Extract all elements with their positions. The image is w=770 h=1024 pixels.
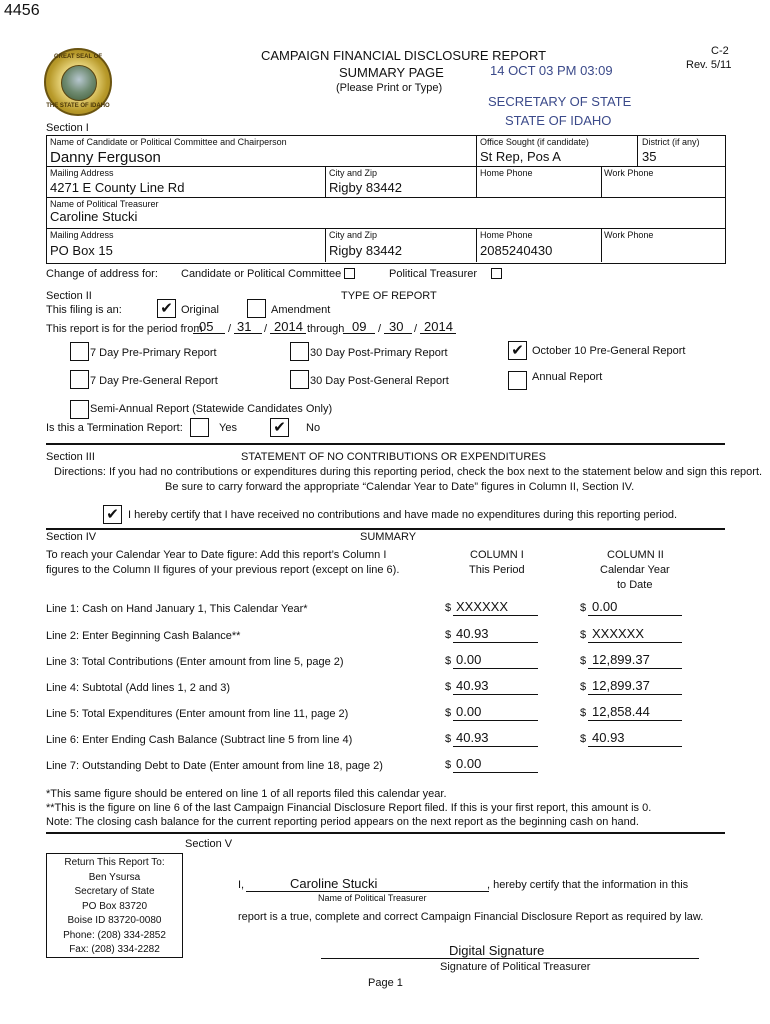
divider <box>46 443 725 445</box>
treasurer-city-field[interactable]: Rigby 83442 <box>329 243 402 258</box>
dollar-sign: $ <box>445 681 452 693</box>
section-iii-label: Section III <box>46 451 95 463</box>
column-ii-value[interactable]: 12,899.37 <box>592 678 650 693</box>
seal-top-text: GREAT SEAL OF <box>53 54 103 60</box>
termination-no-checkbox[interactable]: ✔ <box>270 418 289 437</box>
change-address-label: Change of address for: <box>46 268 158 280</box>
original-checkbox[interactable]: ✔ <box>157 299 176 318</box>
candidate-name-label: Name of Candidate or Political Committee and Chairperson <box>50 137 287 147</box>
column-ii-subheader-2: to Date <box>617 579 653 591</box>
certify-statement-2: report is a true, complete and correct Campaign Financial Disclosure Report as required by law. <box>238 911 704 923</box>
signature-caption: Signature of Political Treasurer <box>440 961 591 973</box>
summary-instructions: To reach your Calendar Year to Date figure: Add this report’s Column I <box>46 549 387 561</box>
column-ii-subheader: Calendar Year <box>600 564 670 576</box>
termination-yes-label: Yes <box>219 422 237 434</box>
candidate-name-field[interactable]: Danny Ferguson <box>50 149 161 166</box>
period-to-day[interactable]: 30 <box>389 319 404 334</box>
dollar-sign: $ <box>580 681 587 693</box>
dollar-sign: $ <box>580 629 587 641</box>
dollar-sign: $ <box>445 655 452 667</box>
return-address-line: Ben Ysursa <box>88 871 141 883</box>
section-iv-label: Section IV <box>46 531 97 543</box>
change-candidate-checkbox[interactable] <box>344 268 355 279</box>
page-number: Page 1 <box>368 977 403 989</box>
type-of-report-heading: TYPE OF REPORT <box>341 290 437 302</box>
oct10-pre-general-label: October 10 Pre-General Report <box>532 345 686 357</box>
column-i-value[interactable]: 0.00 <box>456 704 482 719</box>
section-iii-title: STATEMENT OF NO CONTRIBUTIONS OR EXPENDITURES <box>241 451 546 463</box>
report-subtitle: SUMMARY PAGE <box>339 65 444 80</box>
city-zip-label: City and Zip <box>329 168 378 178</box>
summary-instructions-2: figures to the Column II figures of your previous report (except on line 6). <box>46 564 400 576</box>
summary-line-label: Line 7: Outstanding Debt to Date (Enter amount from line 18, page 2) <box>46 760 383 772</box>
dollar-sign: $ <box>445 759 452 771</box>
summary-line-label: Line 4: Subtotal (Add lines 1, 2 and 3) <box>46 682 231 694</box>
section-iii-directions-2: Be sure to carry forward the appropriate “Calendar Year to Date” figures in Column II, Section IV. <box>165 481 635 493</box>
period-from-day[interactable]: 31 <box>237 319 252 334</box>
return-address-line: Boise ID 83720-0080 <box>67 915 162 926</box>
pre-general-7-checkbox[interactable] <box>70 370 89 389</box>
mailing-address-field[interactable]: 4271 E County Line Rd <box>50 180 185 195</box>
termination-yes-checkbox[interactable] <box>190 418 209 437</box>
no-contributions-statement: I hereby certify that I have received no contributions and have made no expenditures during this reporting period. <box>128 509 678 521</box>
office-sought-label: Office Sought (if candidate) <box>480 137 589 147</box>
dollar-sign: $ <box>580 655 587 667</box>
pre-primary-7-label: 7 Day Pre-Primary Report <box>90 347 217 359</box>
change-treasurer-label: Political Treasurer <box>389 268 478 280</box>
pre-general-7-label: 7 Day Pre-General Report <box>90 375 218 387</box>
column-i-value[interactable]: 40.93 <box>456 678 489 693</box>
no-contributions-checkbox[interactable]: ✔ <box>103 505 122 524</box>
divider <box>46 528 725 530</box>
amendment-checkbox[interactable] <box>247 299 266 318</box>
column-i-subheader: This Period <box>469 564 525 576</box>
return-address-box <box>46 853 183 958</box>
column-i-value[interactable]: 40.93 <box>456 626 489 641</box>
received-stamp-office: SECRETARY OF STATE <box>488 94 632 109</box>
filing-type-label: This filing is an: <box>46 304 122 316</box>
section-ii-label: Section II <box>46 290 92 302</box>
period-from-year[interactable]: 2014 <box>274 319 303 334</box>
section-i-label: Section I <box>46 122 89 134</box>
post-general-30-label: 30 Day Post-General Report <box>310 375 449 387</box>
column-ii-value[interactable]: XXXXXX <box>592 626 645 641</box>
district-field[interactable]: 35 <box>642 149 657 164</box>
dollar-sign: $ <box>445 629 452 641</box>
period-label: This report is for the period from <box>46 323 203 335</box>
termination-label: Is this a Termination Report: <box>46 422 183 434</box>
annual-report-checkbox[interactable] <box>508 371 527 390</box>
dollar-sign: $ <box>580 602 587 614</box>
treasurer-home-phone-label: Home Phone <box>480 230 533 240</box>
district-label: District (if any) <box>642 137 700 147</box>
semi-annual-label: Semi-Annual Report (Statewide Candidates Only) <box>90 403 333 415</box>
mailing-address-label: Mailing Address <box>50 168 114 178</box>
footnote-1: *This same figure should be entered on line 1 of all reports filed this calendar year. <box>46 788 447 800</box>
period-to-year[interactable]: 2014 <box>424 319 453 334</box>
column-i-value[interactable]: 0.00 <box>456 756 482 771</box>
column-i-value[interactable]: 40.93 <box>456 730 489 745</box>
form-code: C-2 <box>711 45 729 57</box>
summary-line-label: Line 5: Total Expenditures (Enter amount from line 11, page 2) <box>46 708 349 720</box>
termination-no-label: No <box>306 422 321 434</box>
city-zip-field[interactable]: Rigby 83442 <box>329 180 402 195</box>
closing-balance-note: Note: The closing cash balance for the current reporting period appears on the next report as the beginning cash on hand. <box>46 816 639 828</box>
form-revision: Rev. 5/11 <box>686 59 732 71</box>
treasurer-name-label: Name of Political Treasurer <box>50 199 159 209</box>
column-ii-value[interactable]: 12,899.37 <box>592 652 650 667</box>
oct10-pre-general-checkbox[interactable]: ✔ <box>508 341 527 360</box>
column-i-value[interactable]: XXXXXX <box>456 599 509 614</box>
column-ii-header: COLUMN II <box>607 549 664 561</box>
original-label: Original <box>181 304 219 316</box>
dollar-sign: $ <box>445 602 452 614</box>
return-address-line: Phone: (208) 334-2852 <box>63 929 166 941</box>
signature-field[interactable]: Digital Signature <box>449 943 545 958</box>
return-address-line: Fax: (208) 334-2282 <box>69 944 160 955</box>
column-ii-value[interactable]: 12,858.44 <box>592 704 650 719</box>
summary-line-label: Line 3: Total Contributions (Enter amount from line 5, page 2) <box>46 656 344 668</box>
received-stamp-date: 14 OCT 03 PM 03:09 <box>490 63 613 78</box>
work-phone-label: Work Phone <box>604 168 654 178</box>
post-general-30-checkbox[interactable] <box>290 370 309 389</box>
received-stamp-state: STATE OF IDAHO <box>505 113 612 128</box>
report-title: CAMPAIGN FINANCIAL DISCLOSURE REPORT <box>261 48 547 63</box>
dollar-sign: $ <box>445 733 452 745</box>
column-ii-value[interactable]: 40.93 <box>592 730 625 745</box>
divider <box>46 832 725 834</box>
dollar-sign: $ <box>445 707 452 719</box>
summary-heading: SUMMARY <box>360 531 417 543</box>
change-candidate-label: Candidate or Political Committee <box>181 268 342 280</box>
through-label: through <box>307 323 345 335</box>
annual-report-label: Annual Report <box>532 371 603 383</box>
home-phone-label: Home Phone <box>480 168 533 178</box>
state-seal-logo <box>44 48 112 116</box>
treasurer-work-phone-label: Work Phone <box>604 230 654 240</box>
column-i-value[interactable]: 0.00 <box>456 652 482 667</box>
column-ii-value[interactable]: 0.00 <box>592 599 618 614</box>
treasurer-home-phone-field[interactable]: 2085240430 <box>480 243 553 258</box>
form-number: 4456 <box>4 2 40 19</box>
return-heading: Return This Report To: <box>64 857 165 868</box>
treasurer-city-label: City and Zip <box>329 230 378 240</box>
section-iii-directions: Directions: If you had no contributions or expenditures during this reporting period, check the box next to the statement below and sign this report. <box>54 466 763 478</box>
treasurer-name-field[interactable]: Caroline Stucki <box>50 209 138 224</box>
section-v-label: Section V <box>185 838 233 850</box>
treasurer-certify-name[interactable]: Caroline Stucki <box>290 876 378 891</box>
office-sought-field[interactable]: St Rep, Pos A <box>480 149 561 164</box>
treasurer-mailing-field[interactable]: PO Box 15 <box>50 243 113 258</box>
return-address-line: Secretary of State <box>74 886 155 897</box>
footnote-2: **This is the figure on line 6 of the last Campaign Financial Disclosure Report filed. If this is your first report, this amount is 0. <box>46 802 652 814</box>
summary-line-label: Line 1: Cash on Hand January 1, This Calendar Year* <box>46 603 308 615</box>
seal-bottom-text: THE STATE OF IDAHO <box>46 103 110 109</box>
summary-line-label: Line 2: Enter Beginning Cash Balance** <box>46 630 241 642</box>
certify-i-label: I, <box>238 879 245 891</box>
seal-emblem <box>61 65 97 101</box>
semi-annual-checkbox[interactable] <box>70 400 89 419</box>
post-primary-30-label: 30 Day Post-Primary Report <box>310 347 448 359</box>
period-to-month[interactable]: 09 <box>352 319 367 334</box>
pre-primary-7-checkbox[interactable] <box>70 342 89 361</box>
treasurer-mailing-label: Mailing Address <box>50 230 114 240</box>
certify-statement: , hereby certify that the information in this <box>487 879 689 891</box>
summary-line-label: Line 6: Enter Ending Cash Balance (Subtract line 5 from line 4) <box>46 734 353 746</box>
dollar-sign: $ <box>580 707 587 719</box>
return-address-line: PO Box 83720 <box>81 900 148 912</box>
treasurer-name-caption: Name of Political Treasurer <box>318 893 427 903</box>
dollar-sign: $ <box>580 733 587 745</box>
amendment-label: Amendment <box>271 304 331 316</box>
change-treasurer-checkbox[interactable] <box>491 268 502 279</box>
print-instruction: (Please Print or Type) <box>336 82 443 94</box>
post-primary-30-checkbox[interactable] <box>290 342 309 361</box>
column-i-header: COLUMN I <box>470 549 524 561</box>
period-from-month[interactable]: 05 <box>199 319 214 334</box>
